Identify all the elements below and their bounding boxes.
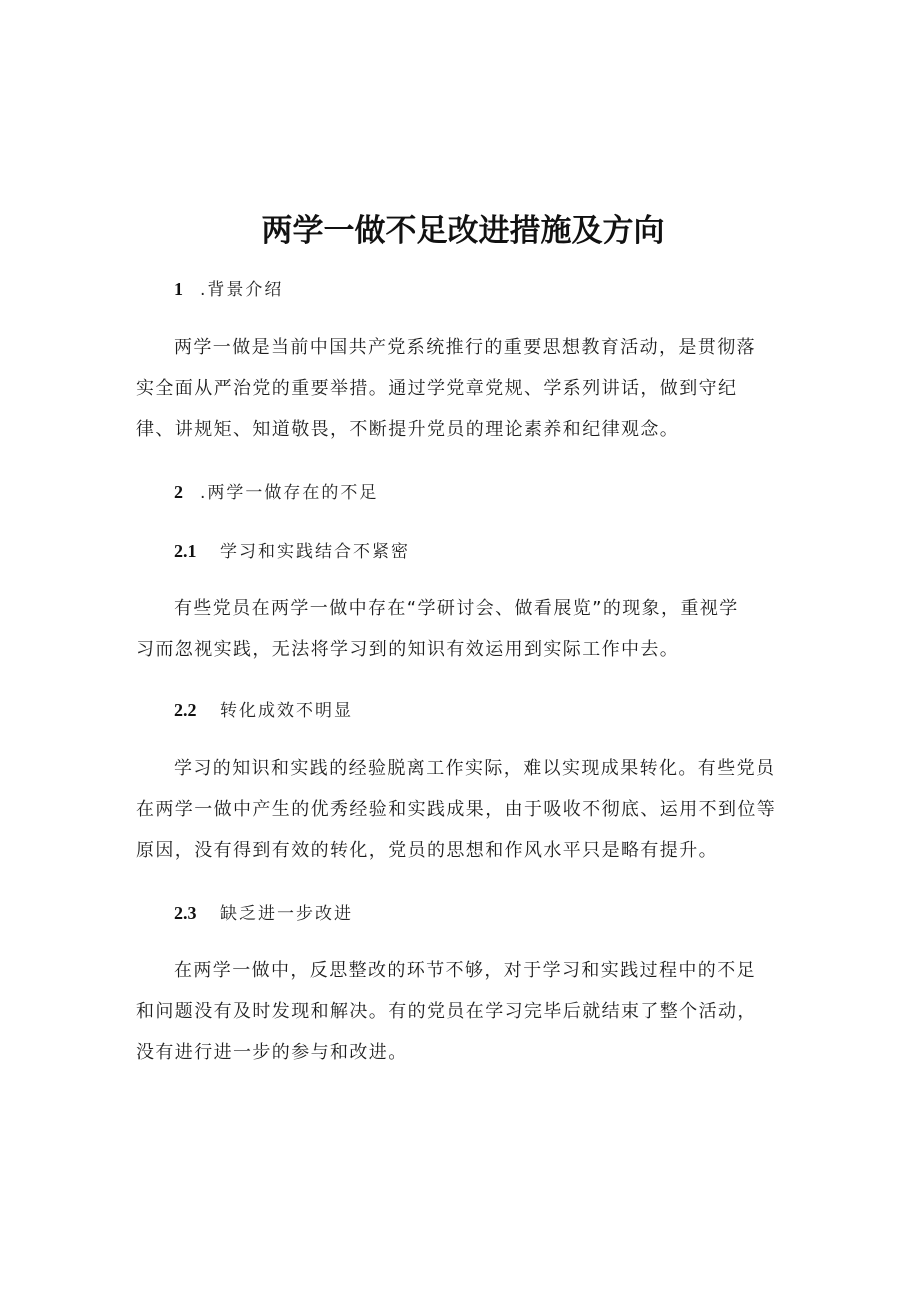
section-heading-text: .两学一做存在的不足 xyxy=(200,483,379,503)
paragraph-line: 和问题没有及时发现和解决。有的党员在学习完毕后就结束了整个活动， xyxy=(136,1001,757,1022)
section-number: 1 xyxy=(174,279,183,299)
paragraph-line: 在两学一做中，反思整改的环节不够，对于学习和实践过程中的不足 xyxy=(174,960,756,981)
section-number: 2.1 xyxy=(174,541,197,561)
paragraph-line: 有些党员在两学一做中存在“学研讨会、做看展览”的现象，重视学 xyxy=(174,598,739,619)
section-number: 2.3 xyxy=(174,903,197,923)
paragraph-line: 学习的知识和实践的经验脱离工作实际，难以实现成果转化。有些党员 xyxy=(174,758,776,779)
paragraph-line: 习而忽视实践，无法将学习到的知识有效运用到实际工作中去。 xyxy=(136,639,680,660)
paragraph-line: 在两学一做中产生的优秀经验和实践成果，由于吸收不彻底、运用不到位等 xyxy=(136,799,777,820)
section-heading-2-1 xyxy=(174,539,410,564)
section-heading-2-2 xyxy=(174,698,353,723)
paragraph-line: 原因，没有得到有效的转化，党员的思想和作风水平只是略有提升。 xyxy=(136,840,718,861)
section-paragraph-2-1 xyxy=(136,588,806,670)
section-heading-text: 转化成效不明显 xyxy=(220,701,353,721)
paragraph-line: 律、讲规矩、知道敬畏，不断提升党员的理论素养和纪律观念。 xyxy=(136,419,680,440)
paragraph-line: 实全面从严治党的重要举措。通过学党章党规、学系列讲话，做到守纪 xyxy=(136,378,738,399)
section-paragraph-1 xyxy=(136,327,806,450)
section-heading-2 xyxy=(174,480,378,505)
paragraph-line: 两学一做是当前中国共产党系统推行的重要思想教育活动，是贯彻落 xyxy=(174,337,756,358)
section-paragraph-2-2 xyxy=(136,748,806,871)
section-heading-1 xyxy=(174,277,283,302)
section-paragraph-2-3 xyxy=(136,950,806,1073)
paragraph-line: 没有进行进一步的参与和改进。 xyxy=(136,1042,408,1063)
section-heading-2-3 xyxy=(174,901,353,926)
section-heading-text: .背景介绍 xyxy=(200,280,284,300)
section-number: 2.2 xyxy=(174,700,197,720)
section-heading-text: 学习和实践结合不紧密 xyxy=(220,542,410,562)
document-title: 两学一做不足改进措施及方向 xyxy=(261,213,665,249)
section-number: 2 xyxy=(174,482,183,502)
section-heading-text: 缺乏进一步改进 xyxy=(220,904,353,924)
